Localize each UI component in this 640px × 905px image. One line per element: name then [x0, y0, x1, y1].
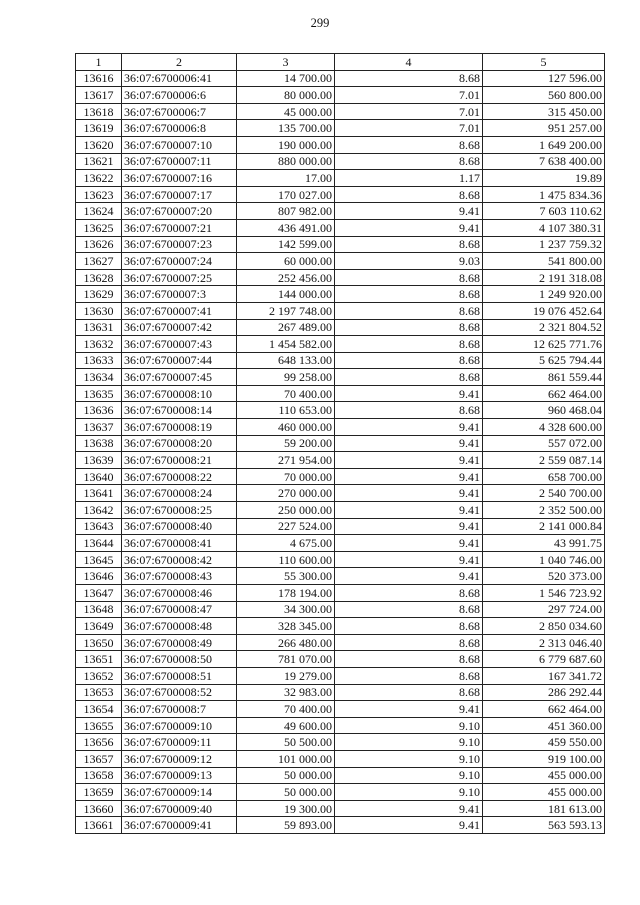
area-cell: 110 600.00 — [237, 551, 335, 568]
table-row — [76, 236, 605, 253]
cadastral-number-cell: 36:07:6700008:24 — [122, 485, 237, 502]
row-number-cell: 13661 — [76, 817, 122, 834]
cadastral-number-cell: 36:07:6700008:52 — [122, 684, 237, 701]
value-cell: 919 100.00 — [483, 750, 605, 767]
cadastral-number-cell: 36:07:6700008:10 — [122, 385, 237, 402]
rate-cell: 7.01 — [335, 120, 483, 137]
table-row — [76, 734, 605, 751]
rate-cell: 9.41 — [335, 817, 483, 834]
table-row — [76, 568, 605, 585]
table-row — [76, 518, 605, 535]
table-row — [76, 485, 605, 502]
row-number-cell: 13658 — [76, 767, 122, 784]
rate-cell: 8.68 — [335, 585, 483, 602]
area-cell: 80 000.00 — [237, 87, 335, 104]
area-cell: 55 300.00 — [237, 568, 335, 585]
value-cell: 455 000.00 — [483, 767, 605, 784]
cadastral-number-cell: 36:07:6700007:20 — [122, 203, 237, 220]
rate-cell: 9.10 — [335, 717, 483, 734]
rate-cell: 8.68 — [335, 136, 483, 153]
table-row — [76, 136, 605, 153]
rate-cell: 9.10 — [335, 784, 483, 801]
table-row — [76, 419, 605, 436]
row-number-cell: 13647 — [76, 585, 122, 602]
area-cell: 250 000.00 — [237, 502, 335, 519]
row-number-cell: 13660 — [76, 800, 122, 817]
area-cell: 59 893.00 — [237, 817, 335, 834]
cadastral-number-cell: 36:07:6700009:13 — [122, 767, 237, 784]
row-number-cell: 13627 — [76, 253, 122, 270]
table-row — [76, 784, 605, 801]
cadastral-number-cell: 36:07:6700007:23 — [122, 236, 237, 253]
cadastral-number-cell: 36:07:6700008:49 — [122, 634, 237, 651]
rate-cell: 9.41 — [335, 535, 483, 552]
cadastral-number-cell: 36:07:6700007:43 — [122, 336, 237, 353]
area-cell: 328 345.00 — [237, 618, 335, 635]
table-row — [76, 468, 605, 485]
row-number-cell: 13655 — [76, 717, 122, 734]
table-row — [76, 170, 605, 187]
table-row — [76, 618, 605, 635]
value-cell: 6 779 687.60 — [483, 651, 605, 668]
value-cell: 951 257.00 — [483, 120, 605, 137]
table-row — [76, 120, 605, 137]
rate-cell: 8.68 — [335, 618, 483, 635]
cadastral-number-cell: 36:07:6700008:21 — [122, 452, 237, 469]
rate-cell: 9.10 — [335, 767, 483, 784]
value-cell: 541 800.00 — [483, 253, 605, 270]
cadastral-number-cell: 36:07:6700007:16 — [122, 170, 237, 187]
row-number-cell: 13638 — [76, 435, 122, 452]
row-number-cell: 13639 — [76, 452, 122, 469]
row-number-cell: 13623 — [76, 186, 122, 203]
rate-cell: 7.01 — [335, 103, 483, 120]
area-cell: 101 000.00 — [237, 750, 335, 767]
value-cell: 451 360.00 — [483, 717, 605, 734]
value-cell: 1 546 723.92 — [483, 585, 605, 602]
rate-cell: 9.41 — [335, 219, 483, 236]
rate-cell: 9.03 — [335, 253, 483, 270]
rate-cell: 9.41 — [335, 701, 483, 718]
cadastral-number-cell: 36:07:6700008:22 — [122, 468, 237, 485]
table-row — [76, 302, 605, 319]
row-number-cell: 13626 — [76, 236, 122, 253]
cadastral-number-cell: 36:07:6700006:8 — [122, 120, 237, 137]
area-cell: 807 982.00 — [237, 203, 335, 220]
row-number-cell: 13617 — [76, 87, 122, 104]
value-cell: 2 352 500.00 — [483, 502, 605, 519]
value-cell: 4 107 380.31 — [483, 219, 605, 236]
value-cell: 658 700.00 — [483, 468, 605, 485]
value-cell: 127 596.00 — [483, 70, 605, 87]
value-cell: 43 991.75 — [483, 535, 605, 552]
table-row — [76, 352, 605, 369]
table-row — [76, 253, 605, 270]
area-cell: 270 000.00 — [237, 485, 335, 502]
rate-cell: 9.41 — [335, 800, 483, 817]
rate-cell: 8.68 — [335, 369, 483, 386]
rate-cell: 8.68 — [335, 236, 483, 253]
row-number-cell: 13637 — [76, 419, 122, 436]
row-number-cell: 13653 — [76, 684, 122, 701]
rate-cell: 8.68 — [335, 634, 483, 651]
row-number-cell: 13631 — [76, 319, 122, 336]
page-number: 299 — [310, 16, 330, 30]
rate-cell: 8.68 — [335, 336, 483, 353]
row-number-cell: 13622 — [76, 170, 122, 187]
row-number-cell: 13641 — [76, 485, 122, 502]
cadastral-number-cell: 36:07:6700008:43 — [122, 568, 237, 585]
area-cell: 266 480.00 — [237, 634, 335, 651]
cadastral-number-cell: 36:07:6700008:20 — [122, 435, 237, 452]
rate-cell: 7.01 — [335, 87, 483, 104]
row-number-cell: 13642 — [76, 502, 122, 519]
rate-cell: 8.68 — [335, 402, 483, 419]
rate-cell: 8.68 — [335, 319, 483, 336]
value-cell: 7 638 400.00 — [483, 153, 605, 170]
value-cell: 315 450.00 — [483, 103, 605, 120]
value-cell: 2 559 087.14 — [483, 452, 605, 469]
rate-cell: 9.41 — [335, 435, 483, 452]
row-number-cell: 13632 — [76, 336, 122, 353]
cadastral-number-cell: 36:07:6700009:11 — [122, 734, 237, 751]
area-cell: 14 700.00 — [237, 70, 335, 87]
rate-cell: 8.68 — [335, 269, 483, 286]
cadastral-number-cell: 36:07:6700007:25 — [122, 269, 237, 286]
table-row — [76, 402, 605, 419]
data-table — [75, 53, 605, 834]
row-number-cell: 13659 — [76, 784, 122, 801]
table-row — [76, 319, 605, 336]
table-row — [76, 634, 605, 651]
cadastral-number-cell: 36:07:6700007:21 — [122, 219, 237, 236]
rate-cell: 9.41 — [335, 502, 483, 519]
area-cell: 50 500.00 — [237, 734, 335, 751]
rate-cell: 8.68 — [335, 651, 483, 668]
table-row — [76, 70, 605, 87]
table-row — [76, 336, 605, 353]
cadastral-number-cell: 36:07:6700006:6 — [122, 87, 237, 104]
rate-cell: 9.41 — [335, 468, 483, 485]
rate-cell: 8.68 — [335, 70, 483, 87]
cadastral-number-cell: 36:07:6700008:51 — [122, 667, 237, 684]
area-cell: 70 400.00 — [237, 385, 335, 402]
area-cell: 19 300.00 — [237, 800, 335, 817]
cadastral-number-cell: 36:07:6700009:12 — [122, 750, 237, 767]
area-cell: 227 524.00 — [237, 518, 335, 535]
table-header — [76, 54, 605, 71]
rate-cell: 9.41 — [335, 203, 483, 220]
area-cell: 50 000.00 — [237, 767, 335, 784]
rate-cell: 8.68 — [335, 286, 483, 303]
row-number-cell: 13630 — [76, 302, 122, 319]
area-cell: 267 489.00 — [237, 319, 335, 336]
area-cell: 271 954.00 — [237, 452, 335, 469]
cadastral-number-cell: 36:07:6700008:47 — [122, 601, 237, 618]
rate-cell: 9.41 — [335, 551, 483, 568]
row-number-cell: 13635 — [76, 385, 122, 402]
value-cell: 2 540 700.00 — [483, 485, 605, 502]
rate-cell: 9.41 — [335, 452, 483, 469]
row-number-cell: 13616 — [76, 70, 122, 87]
area-cell: 19 279.00 — [237, 667, 335, 684]
rate-cell: 8.68 — [335, 667, 483, 684]
row-number-cell: 13651 — [76, 651, 122, 668]
area-cell: 99 258.00 — [237, 369, 335, 386]
table-row — [76, 385, 605, 402]
area-cell: 460 000.00 — [237, 419, 335, 436]
row-number-cell: 13621 — [76, 153, 122, 170]
table-body — [76, 70, 605, 833]
rate-cell: 8.68 — [335, 352, 483, 369]
value-cell: 1 237 759.32 — [483, 236, 605, 253]
value-cell: 2 191 318.08 — [483, 269, 605, 286]
cadastral-number-cell: 36:07:6700009:14 — [122, 784, 237, 801]
value-cell: 2 313 046.40 — [483, 634, 605, 651]
value-cell: 1 649 200.00 — [483, 136, 605, 153]
row-number-cell: 13645 — [76, 551, 122, 568]
value-cell: 7 603 110.62 — [483, 203, 605, 220]
row-number-cell: 13628 — [76, 269, 122, 286]
value-cell: 2 850 034.60 — [483, 618, 605, 635]
value-cell: 1 475 834.36 — [483, 186, 605, 203]
value-cell: 5 625 794.44 — [483, 352, 605, 369]
area-cell: 4 675.00 — [237, 535, 335, 552]
row-number-cell: 13620 — [76, 136, 122, 153]
column-header-2: 2 — [122, 54, 237, 71]
rate-cell: 8.68 — [335, 601, 483, 618]
row-number-cell: 13657 — [76, 750, 122, 767]
table-row — [76, 203, 605, 220]
value-cell: 19 076 452.64 — [483, 302, 605, 319]
cadastral-number-cell: 36:07:6700007:10 — [122, 136, 237, 153]
area-cell: 60 000.00 — [237, 253, 335, 270]
row-number-cell: 13619 — [76, 120, 122, 137]
rate-cell: 9.41 — [335, 419, 483, 436]
area-cell: 144 000.00 — [237, 286, 335, 303]
cadastral-number-cell: 36:07:6700008:19 — [122, 419, 237, 436]
cadastral-number-cell: 36:07:6700009:10 — [122, 717, 237, 734]
rate-cell: 8.68 — [335, 153, 483, 170]
cadastral-number-cell: 36:07:6700008:42 — [122, 551, 237, 568]
value-cell: 455 000.00 — [483, 784, 605, 801]
value-cell: 297 724.00 — [483, 601, 605, 618]
area-cell: 142 599.00 — [237, 236, 335, 253]
area-cell: 45 000.00 — [237, 103, 335, 120]
area-cell: 2 197 748.00 — [237, 302, 335, 319]
value-cell: 662 464.00 — [483, 701, 605, 718]
table-row — [76, 87, 605, 104]
area-cell: 32 983.00 — [237, 684, 335, 701]
value-cell: 557 072.00 — [483, 435, 605, 452]
value-cell: 286 292.44 — [483, 684, 605, 701]
row-number-cell: 13640 — [76, 468, 122, 485]
table-row — [76, 502, 605, 519]
rate-cell: 8.68 — [335, 684, 483, 701]
cadastral-number-cell: 36:07:6700009:40 — [122, 800, 237, 817]
table-row — [76, 585, 605, 602]
column-header-3: 3 — [237, 54, 335, 71]
row-number-cell: 13624 — [76, 203, 122, 220]
table-row — [76, 684, 605, 701]
table-row — [76, 667, 605, 684]
area-cell: 50 000.00 — [237, 784, 335, 801]
row-number-cell: 13634 — [76, 369, 122, 386]
area-cell: 781 070.00 — [237, 651, 335, 668]
area-cell: 648 133.00 — [237, 352, 335, 369]
cadastral-number-cell: 36:07:6700006:41 — [122, 70, 237, 87]
cadastral-number-cell: 36:07:6700008:50 — [122, 651, 237, 668]
rate-cell: 9.10 — [335, 734, 483, 751]
area-cell: 135 700.00 — [237, 120, 335, 137]
rate-cell: 9.41 — [335, 485, 483, 502]
row-number-cell: 13646 — [76, 568, 122, 585]
value-cell: 861 559.44 — [483, 369, 605, 386]
cadastral-number-cell: 36:07:6700008:14 — [122, 402, 237, 419]
rate-cell: 9.41 — [335, 518, 483, 535]
area-cell: 70 400.00 — [237, 701, 335, 718]
value-cell: 167 341.72 — [483, 667, 605, 684]
row-number-cell: 13654 — [76, 701, 122, 718]
cadastral-number-cell: 36:07:6700007:11 — [122, 153, 237, 170]
row-number-cell: 13629 — [76, 286, 122, 303]
value-cell: 1 249 920.00 — [483, 286, 605, 303]
cadastral-number-cell: 36:07:6700006:7 — [122, 103, 237, 120]
value-cell: 563 593.13 — [483, 817, 605, 834]
value-cell: 19.89 — [483, 170, 605, 187]
value-cell: 181 613.00 — [483, 800, 605, 817]
value-cell: 12 625 771.76 — [483, 336, 605, 353]
area-cell: 34 300.00 — [237, 601, 335, 618]
rate-cell: 9.10 — [335, 750, 483, 767]
area-cell: 1 454 582.00 — [237, 336, 335, 353]
rate-cell: 9.41 — [335, 568, 483, 585]
rate-cell: 9.41 — [335, 385, 483, 402]
cadastral-number-cell: 36:07:6700008:40 — [122, 518, 237, 535]
table-row — [76, 369, 605, 386]
table-row — [76, 186, 605, 203]
cadastral-number-cell: 36:07:6700007:24 — [122, 253, 237, 270]
table-row — [76, 286, 605, 303]
area-cell: 59 200.00 — [237, 435, 335, 452]
rate-cell: 1.17 — [335, 170, 483, 187]
cadastral-number-cell: 36:07:6700007:17 — [122, 186, 237, 203]
column-header-1: 1 — [76, 54, 122, 71]
table-row — [76, 219, 605, 236]
value-cell: 2 141 000.84 — [483, 518, 605, 535]
table-row — [76, 435, 605, 452]
row-number-cell: 13636 — [76, 402, 122, 419]
area-cell: 252 456.00 — [237, 269, 335, 286]
row-number-cell: 13656 — [76, 734, 122, 751]
row-number-cell: 13648 — [76, 601, 122, 618]
header-row — [76, 54, 605, 71]
cadastral-number-cell: 36:07:6700007:41 — [122, 302, 237, 319]
column-header-5: 5 — [483, 54, 605, 71]
area-cell: 70 000.00 — [237, 468, 335, 485]
table-row — [76, 601, 605, 618]
value-cell: 520 373.00 — [483, 568, 605, 585]
table-row — [76, 153, 605, 170]
row-number-cell: 13652 — [76, 667, 122, 684]
value-cell: 4 328 600.00 — [483, 419, 605, 436]
value-cell: 662 464.00 — [483, 385, 605, 402]
area-cell: 880 000.00 — [237, 153, 335, 170]
row-number-cell: 13625 — [76, 219, 122, 236]
row-number-cell: 13643 — [76, 518, 122, 535]
row-number-cell: 13650 — [76, 634, 122, 651]
value-cell: 960 468.04 — [483, 402, 605, 419]
table-row — [76, 817, 605, 834]
table-row — [76, 750, 605, 767]
area-cell: 170 027.00 — [237, 186, 335, 203]
table-row — [76, 800, 605, 817]
column-header-4: 4 — [335, 54, 483, 71]
table-row — [76, 767, 605, 784]
value-cell: 1 040 746.00 — [483, 551, 605, 568]
cadastral-number-cell: 36:07:6700008:25 — [122, 502, 237, 519]
area-cell: 190 000.00 — [237, 136, 335, 153]
value-cell: 560 800.00 — [483, 87, 605, 104]
cadastral-number-cell: 36:07:6700008:48 — [122, 618, 237, 635]
table-row — [76, 701, 605, 718]
rate-cell: 8.68 — [335, 186, 483, 203]
table-row — [76, 103, 605, 120]
area-cell: 110 653.00 — [237, 402, 335, 419]
row-number-cell: 13649 — [76, 618, 122, 635]
table-row — [76, 535, 605, 552]
table-row — [76, 717, 605, 734]
cadastral-number-cell: 36:07:6700007:45 — [122, 369, 237, 386]
row-number-cell: 13633 — [76, 352, 122, 369]
cadastral-number-cell: 36:07:6700008:46 — [122, 585, 237, 602]
value-cell: 459 550.00 — [483, 734, 605, 751]
table-row — [76, 452, 605, 469]
area-cell: 17.00 — [237, 170, 335, 187]
cadastral-number-cell: 36:07:6700007:44 — [122, 352, 237, 369]
area-cell: 49 600.00 — [237, 717, 335, 734]
cadastral-number-cell: 36:07:6700007:3 — [122, 286, 237, 303]
table-row — [76, 651, 605, 668]
area-cell: 178 194.00 — [237, 585, 335, 602]
row-number-cell: 13618 — [76, 103, 122, 120]
cadastral-number-cell: 36:07:6700009:41 — [122, 817, 237, 834]
cadastral-number-cell: 36:07:6700007:42 — [122, 319, 237, 336]
table-row — [76, 269, 605, 286]
area-cell: 436 491.00 — [237, 219, 335, 236]
cadastral-number-cell: 36:07:6700008:41 — [122, 535, 237, 552]
cadastral-number-cell: 36:07:6700008:7 — [122, 701, 237, 718]
value-cell: 2 321 804.52 — [483, 319, 605, 336]
table-row — [76, 551, 605, 568]
row-number-cell: 13644 — [76, 535, 122, 552]
rate-cell: 8.68 — [335, 302, 483, 319]
